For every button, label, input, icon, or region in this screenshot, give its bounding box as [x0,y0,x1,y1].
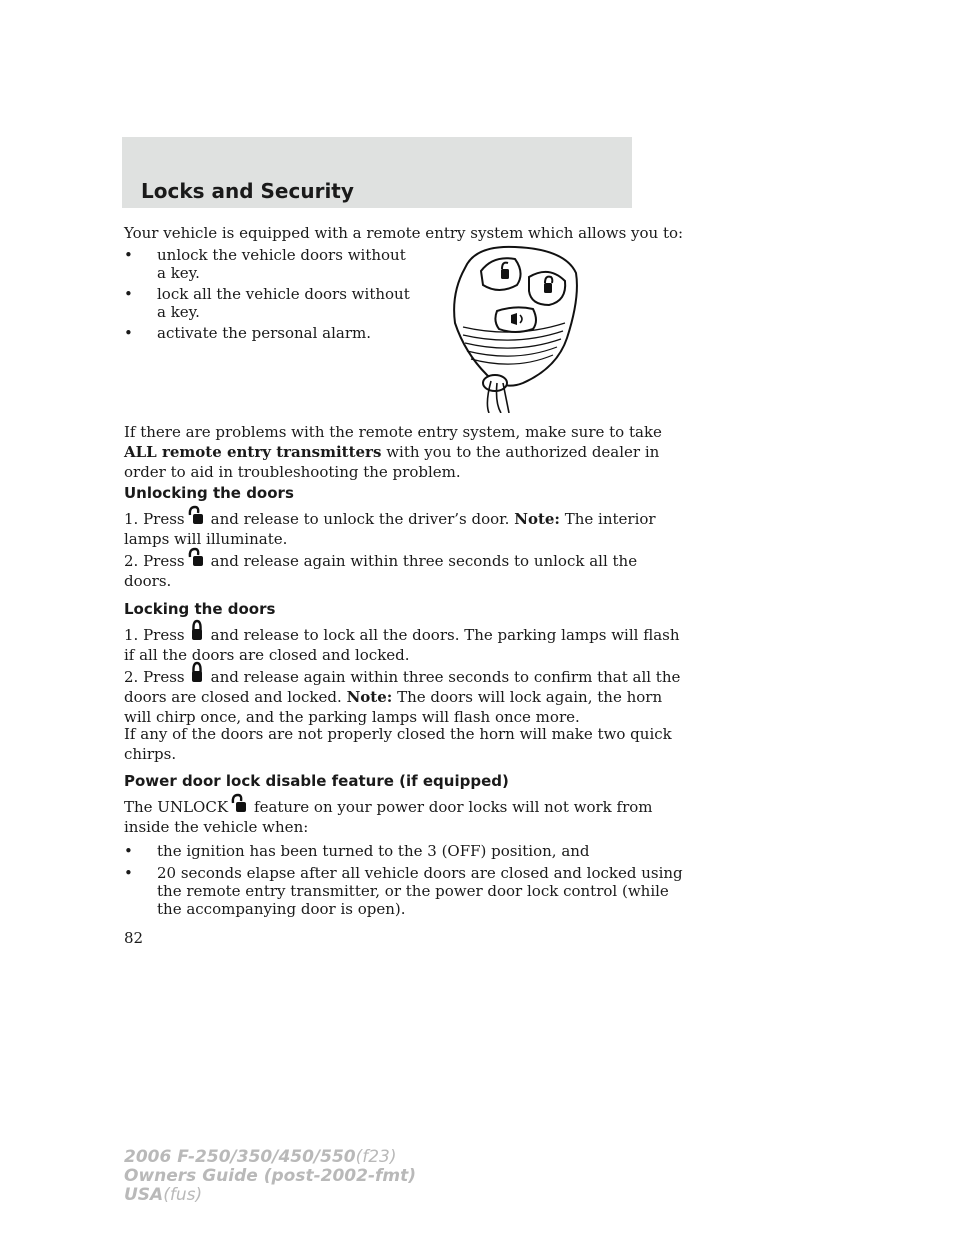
unlock-icon [185,508,211,528]
unlock-step-1: 1. Press and release to unlock the driver’s door. Note: The interior lamps will illuminate. [124,508,656,549]
feature-bullet: • activate the personal alarm. [124,324,371,342]
lock-step-2: 2. Press and release again within three seconds to confirm that all the doors are closed and locked. Note: The doors will lock again, the horn will chirp once, and the parking lamps will flash once more. [124,666,680,727]
lock-icon [185,624,211,644]
lock-icon [185,666,211,686]
feature-bullet: • lock all the vehicle doors without a key. [124,285,410,321]
bullet-dot: • [124,324,133,342]
page-number: 82 [124,929,144,947]
section-title: Locks and Security [141,179,354,203]
bullet-dot: • [124,285,133,303]
unlock-step-2: 2. Press and release again within three seconds to unlock all the doors. [124,550,637,591]
disable-bullet: • the ignition has been turned to the 3 (OFF) position, and [124,842,590,860]
document-footer: 2006 F-250/350/450/550(f23) Owners Guide (post-2002-fmt) USA(fus) [124,1147,417,1205]
unlock-icon [228,796,254,816]
problems-paragraph: If there are problems with the remote entry system, make sure to take ALL remote entry transmitters with you to the authorized dealer in order to aid in troubleshooting the problem. [124,423,662,481]
disable-bullet: • 20 seconds elapse after all vehicle doors are closed and locked using the remote entry transmitter, or the power door lock control (while the accompanying door is open). [124,864,683,918]
lock-step-1: 1. Press and release to lock all the doors. The parking lamps will flash if all the doors are closed and locked. [124,624,680,665]
bullet-dot: • [124,246,133,264]
remote-key-fob-illustration [445,243,585,413]
disable-heading: Power door lock disable feature (if equipped) [124,772,509,790]
intro-text: Your vehicle is equipped with a remote entry system which allows you to: [124,224,684,242]
locking-heading: Locking the doors [124,600,276,618]
disable-paragraph: The UNLOCK feature on your power door locks will not work from inside the vehicle when: [124,796,653,837]
bullet-dot: • [124,864,133,882]
horn-chirp-paragraph: If any of the doors are not properly closed the horn will make two quick chirps. [124,725,672,763]
unlocking-heading: Unlocking the doors [124,484,294,502]
feature-bullet: • unlock the vehicle doors without a key. [124,246,406,282]
unlock-icon [185,550,211,570]
bullet-dot: • [124,842,133,860]
